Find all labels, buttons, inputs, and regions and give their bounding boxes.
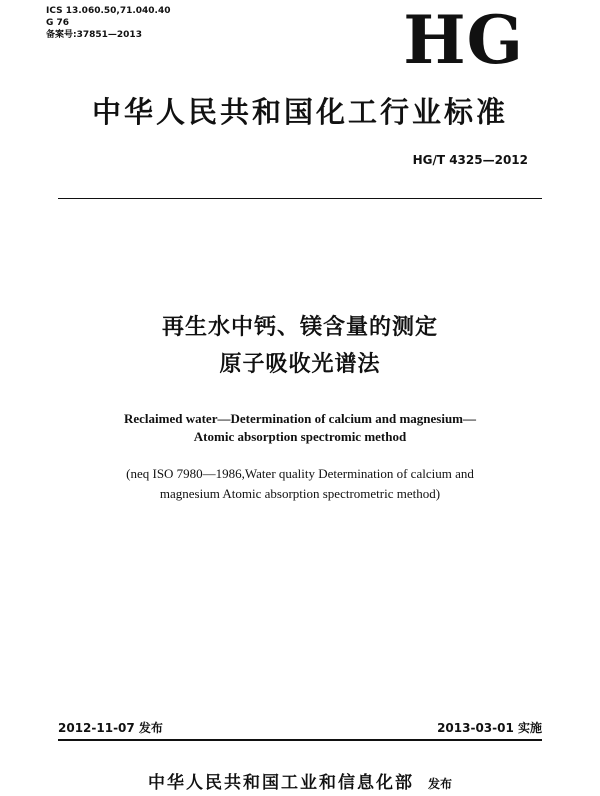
top-divider [58, 198, 542, 199]
chinese-title-line-1: 再生水中钙、镁含量的测定 [161, 315, 438, 340]
bottom-divider [58, 739, 542, 741]
standard-category-title: 中华人民共和国化工行业标准 [91, 95, 508, 129]
ccs-code: G 76 [46, 18, 70, 28]
registration-number: 备案号:37851—2013 [46, 30, 142, 40]
chinese-title-line-2: 原子吸收光谱法 [219, 352, 381, 377]
reference-standard-line-1: (neq ISO 7980—1986,Water quality Determination of calcium and [126, 466, 474, 481]
english-title-line-1: Reclaimed water—Determination of calcium and magnesium— [123, 411, 477, 426]
reference-standard-line-2: magnesium Atomic absorption spectrometric method) [159, 486, 441, 501]
issuer-name: 中华人民共和国工业和信息化部 [147, 773, 414, 793]
ics-code: ICS 13.060.50,71.040.40 [46, 6, 171, 16]
standard-number: HG/T 4325—2012 [412, 153, 528, 167]
implementation-date: 2013-03-01 实施 [437, 721, 542, 735]
issuer-block [0, 768, 600, 793]
english-title-line-2: Atomic absorption spectromic method [193, 429, 407, 444]
hg-logo: HG [403, 1, 524, 79]
issuer-suffix: 发布 [427, 777, 452, 791]
issue-date: 2012-11-07 发布 [58, 721, 163, 735]
